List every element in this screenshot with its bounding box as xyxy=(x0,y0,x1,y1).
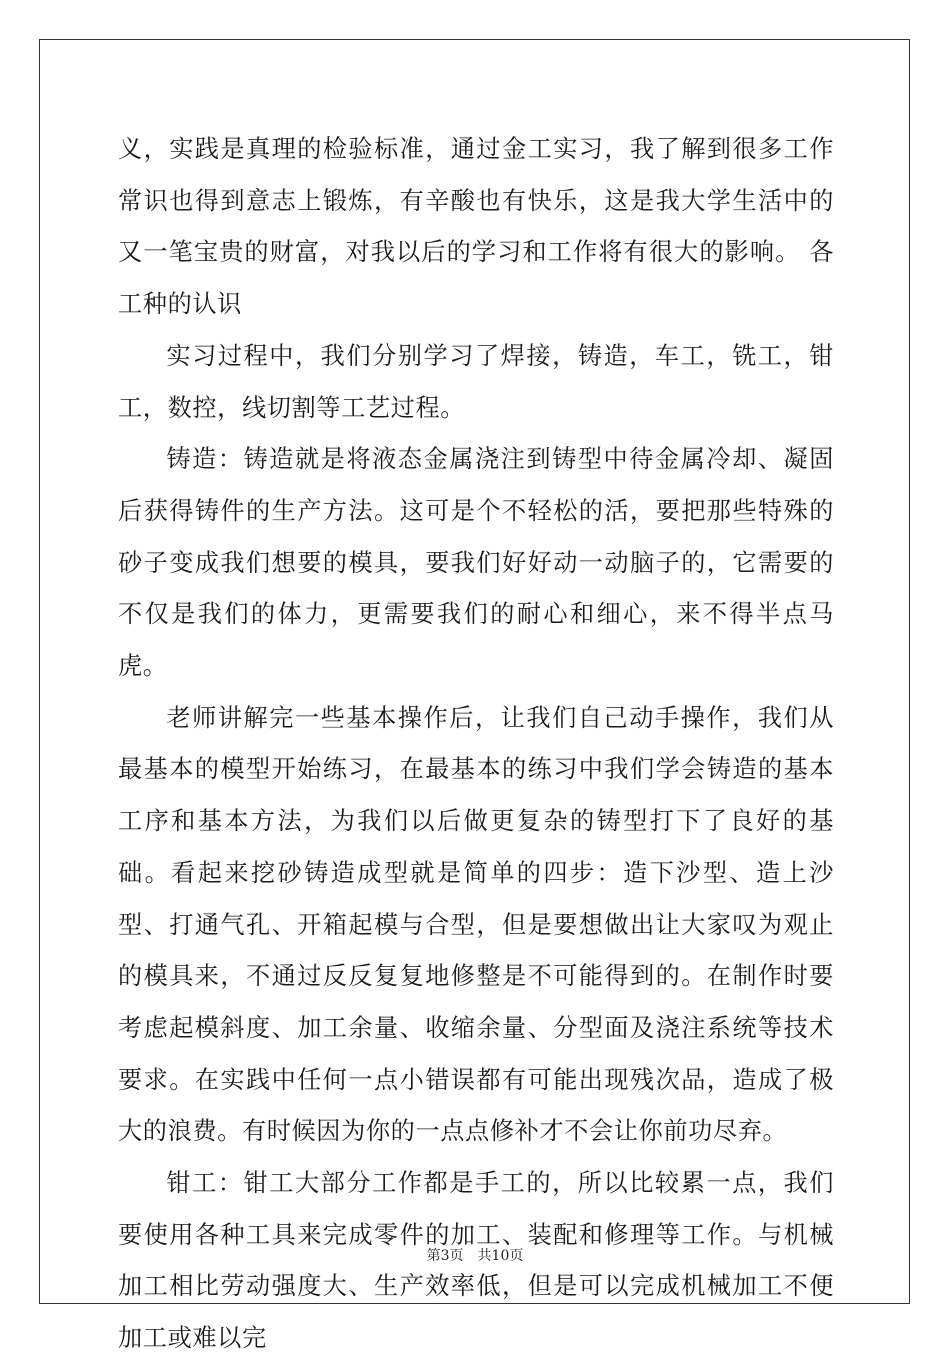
document-body xyxy=(118,124,834,1365)
paragraph-3: 铸造：铸造就是将液态金属浇注到铸型中待金属冷却、凝固后获得铸件的生产方法。这可是个不轻松的活，要把那些特殊的砂子变成我们想要的模具，要我们好好动一动脑子的，它需要的不仅是我们的体力，更需要我们的耐心和细心，来不得半点马虎。 xyxy=(118,445,834,681)
paragraph-1: 义，实践是真理的检验标准，通过金工实习，我了解到很多工作常识也得到意志上锻炼，有辛酸也有快乐，这是我大学生活中的又一笔宝贵的财富，对我以后的学习和工作将有很大的影响。 各工种的认识 xyxy=(118,135,834,319)
page-footer: 第3页 共10页 xyxy=(426,1248,524,1264)
paragraph-2: 实习过程中，我们分别学习了焊接，铸造，车工，铣工，钳工，数控，线切割等工艺过程。 xyxy=(118,341,834,422)
paragraph-4: 老师讲解完一些基本操作后，让我们自己动手操作，我们从最基本的模型开始练习，在最基本的练习中我们学会铸造的基本工序和基本方法，为我们以后做更复杂的铸型打下了良好的基础。看起来挖砂铸造成型就是简单的四步：造下沙型、造上沙型、打通气孔、开箱起模与合型，但是要想做出让大家叹为观止的模具来，不通过反反复复地修整是不可能得到的。在制作时要考虑起模斜度、加工余量、收缩余量、分型面及浇注系统等技术要求。在实践中任何一点小错误都有可能出现残次品，造成了极大的浪费。有时候因为你的一点点修补才不会让你前功尽弃。 xyxy=(118,703,834,1146)
paragraph-5: 钳工：钳工大部分工作都是手工的，所以比较累一点，我们要使用各种工具来完成零件的加工、装配和修理等工作。与机械加工相比劳动强度大、生产效率低，但是可以完成机械加工不便加工或难以完 xyxy=(118,1169,834,1353)
